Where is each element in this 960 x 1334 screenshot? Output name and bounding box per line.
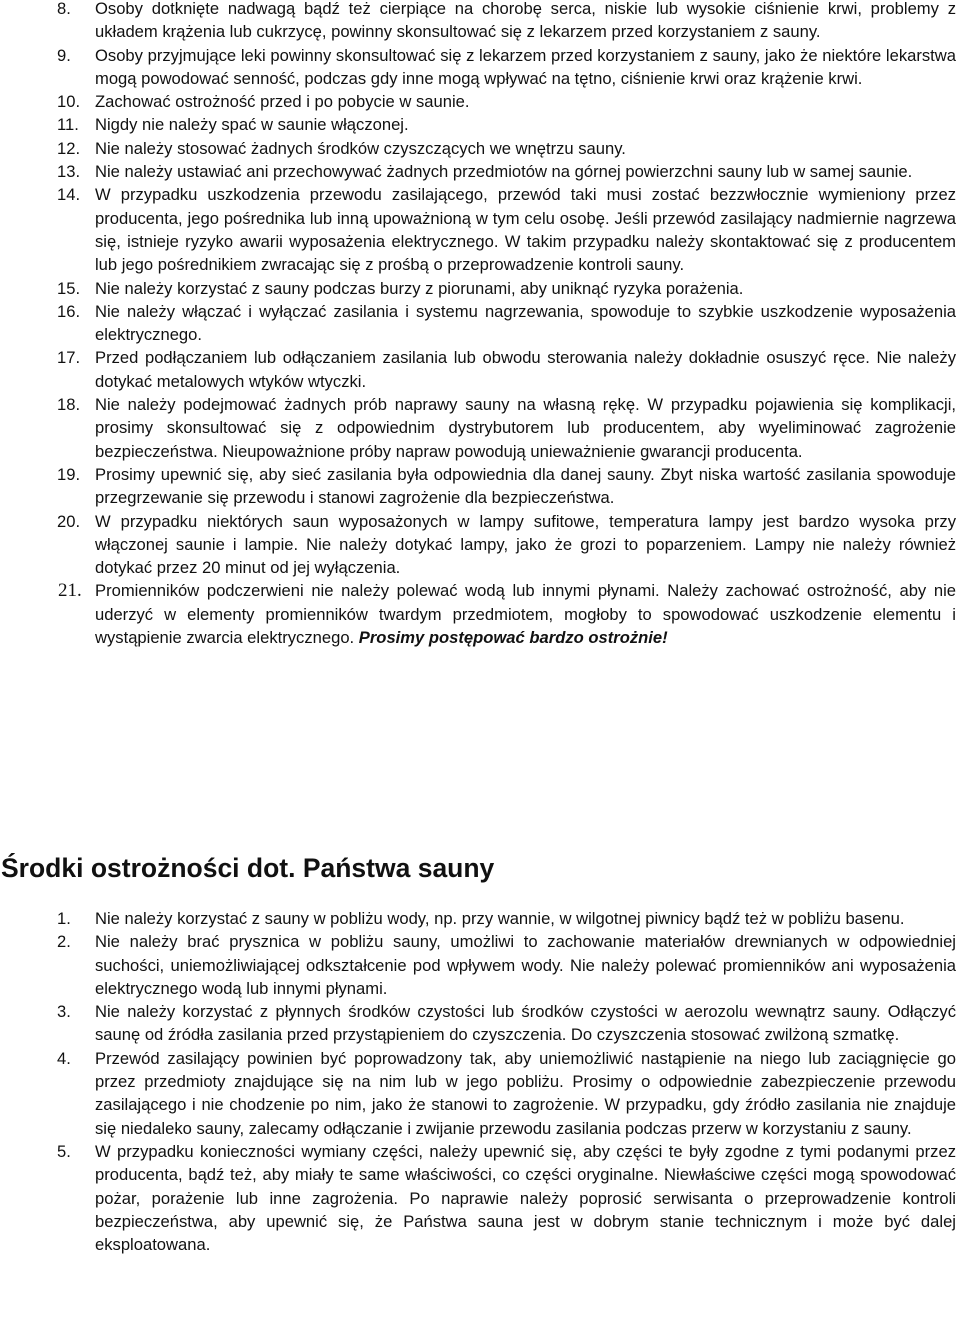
list-item-19 — [0, 463, 960, 510]
item-number: 21. — [58, 580, 82, 602]
list-item-11 — [0, 113, 960, 136]
item-number: 10. — [57, 92, 81, 112]
item-emphasis: Prosimy postępować bardzo ostrożnie! — [358, 628, 668, 648]
list-item-18 — [0, 393, 960, 463]
item-number: 1. — [57, 909, 71, 928]
item-number: 11. — [57, 115, 79, 135]
item-text: Prosimy upewnić się, aby sieć zasilania była odpowiednia dla danej sauny. Zbyt niska wartość zasilania spowoduje przegrzewanie się przewodu i stanowi zagrożenie dla bezpieczeństwa. — [95, 464, 956, 508]
list-item-4 — [0, 1047, 960, 1140]
list-item-17 — [0, 346, 960, 393]
item-number: 19. — [57, 464, 81, 484]
item-text: Osoby dotknięte nadwagą bądź też cierpiące na chorobę serca, niskie lub wysokie ciśnienie krwi, problemy z układem krążenia lub cukrzycę, powinny skonsultować się z lekarzem przed korzystaniem z sauny. — [95, 0, 956, 42]
item-text: Nie należy ustawiać ani przechowywać żadnych przedmiotów na górnej powierzchni sauny lub w samej saunie. — [95, 162, 913, 182]
item-text: Promienników podczerwieni nie należy polewać wodą lub innymi płynami. Należy zachować ostrożność, aby nie uderzyć w elementy promienników twardym przedmiotem, mogłoby to spowodować uszkodzenie elementu i wystąpienie zwarcia elektrycznego. — [95, 581, 956, 648]
item-number: 14. — [57, 185, 81, 205]
list-item-5 — [0, 1140, 960, 1256]
item-text: Przed podłączaniem lub odłączaniem zasilania lub obwodu sterowania należy dokładnie osuszyć ręce. Nie należy dotykać metalowych wtyków wtyczki. — [95, 348, 956, 391]
item-number: 20. — [57, 511, 81, 531]
list-item-15 — [0, 277, 960, 300]
list-item-16 — [0, 300, 960, 347]
item-text: Nie należy stosować żadnych środków czyszczących we wnętrzu sauny. — [95, 138, 626, 158]
list-item-3 — [0, 1000, 960, 1047]
list-item-10 — [0, 90, 960, 113]
item-number: 17. — [57, 348, 81, 368]
list-item-9 — [0, 44, 960, 91]
item-text: Nie należy podejmować żadnych prób naprawy sauny na własną rękę. W przypadku pojawienia się komplikacji, prosimy skonsultować się z odpowiednim dystrybutorem lub producentem, aby wyeliminować zagrożenie bezpieczeństwa. Nieupoważnione próby napraw powodują unieważnienie gwarancji producenta. — [95, 395, 956, 461]
item-text: Nie należy brać prysznica w pobliżu sauny, umożliwi to zachowanie materiałów drewnianych w odpowiedniej suchości, uniemożliwiającej odkształcenie pod wpływem wody. Nie należy polewać promienników ani wyposażenia elektrycznego wodą lub innymi płynami. — [95, 932, 956, 998]
item-number: 12. — [57, 138, 81, 158]
item-text: Nie należy korzystać z płynnych środków czystości lub środków czystości w aerozolu wewnątrz sauny. Odłączyć saunę od źródła zasilania przed przystąpieniem do czyszczenia. Do czyszczenia stosować zwilżoną szmatkę. — [95, 1002, 956, 1045]
section-heading: Środki ostrożności dot. Państwa sauny — [1, 853, 495, 883]
list-item-14 — [0, 183, 960, 276]
item-text: Przewód zasilający powinien być poprowadzony tak, aby uniemożliwić nastąpienie na niego lub zaciągnięcie go przez przedmioty znajdujące się na nim lub w jego pobliżu. Prosimy o odpowiednie zabezpieczenie przewodu zasilającego i nie chodzenie po nim, jako że stanowi to zagrożenie. W przypadku, gdy źródło zasilania nie znajduje się niedaleko sauny, zalecamy odłączanie i zwijanie przewodu zasilania podczas przerw w korzystaniu z sauny. — [95, 1048, 956, 1138]
item-text: W przypadku uszkodzenia przewodu zasilającego, przewód taki musi zostać bezzwłocznie wymieniony przez producenta, jego pośrednika lub inną upoważnioną w tym celu osobę. Jeśli przewód zasilający nadmiernie nagrzewa się, istnieje ryzyko awarii wyposażenia elektrycznego. W takim przypadku należy skontaktować się z producentem lub jego pośrednikiem zwracając się z prośbą o przeprowadzenie kontroli sauny. — [95, 185, 956, 275]
list-item-8 — [0, 0, 960, 44]
item-number: 15. — [57, 278, 81, 298]
list-item-21 — [0, 579, 960, 649]
list-item-12 — [0, 137, 960, 160]
item-number: 4. — [57, 1048, 71, 1068]
item-text: Nie należy włączać i wyłączać zasilania i systemu nagrzewania, spowoduje to szybkie uszkodzenie wyposażenia elektrycznego. — [95, 301, 956, 345]
list-item-1 — [0, 907, 960, 930]
item-number: 5. — [57, 1141, 71, 1161]
item-number: 13. — [57, 162, 81, 182]
item-number: 18. — [57, 395, 81, 415]
item-text: Nigdy nie należy spać w saunie włączonej. — [95, 115, 409, 135]
item-text: W przypadku konieczności wymiany części, należy upewnić się, aby części te były zgodne z tymi podanymi przez producenta, bądź też, aby miały te same właściwości, co części oryginalne. Niewłaściwe części mogą spowodować pożar, porażenie lub inne zagrożenia. Po naprawie należy poprosić serwisanta o przeprowadzenie kontroli bezpieczeństwa, aby upewnić się, że Państwa sauna jest w dobrym stanie technicznym i może być dalej eksploatowana. — [95, 1141, 956, 1255]
item-text: Zachować ostrożność przed i po pobycie w saunie. — [95, 92, 470, 112]
item-text: Nie należy korzystać z sauny podczas burzy z piorunami, aby uniknąć ryzyka porażenia. — [95, 278, 744, 298]
sauna-precautions-list — [0, 907, 960, 1256]
item-text: W przypadku niektórych saun wyposażonych w lampy sufitowe, temperatura lampy jest bardzo wysoka przy włączonej saunie i lampie. Nie należy dotykać lampy, jako że grozi to poparzeniem. Lampy nie należy również dotykać przez 20 minut od jej wyłączenia. — [95, 511, 956, 578]
list-item-20 — [0, 510, 960, 580]
safety-list-continued — [0, 0, 960, 649]
item-number: 8. — [57, 0, 71, 18]
item-number: 3. — [57, 1002, 71, 1022]
item-text: Osoby przyjmujące leki powinny skonsultować się z lekarzem przed korzystaniem z sauny, jako że niektóre lekarstwa mogą powodować senność, podczas gdy inne mogą wpływać na tętno, ciśnienie krwi oraz krążenie krwi. — [95, 45, 956, 88]
list-item-2 — [0, 930, 960, 1000]
item-number: 9. — [57, 45, 71, 65]
item-text: Nie należy korzystać z sauny w pobliżu wody, np. przy wannie, w wilgotnej piwnicy bądź też w pobliżu basenu. — [95, 909, 905, 928]
list-item-13 — [0, 160, 960, 183]
item-number: 16. — [57, 301, 81, 321]
item-number: 2. — [57, 932, 71, 952]
